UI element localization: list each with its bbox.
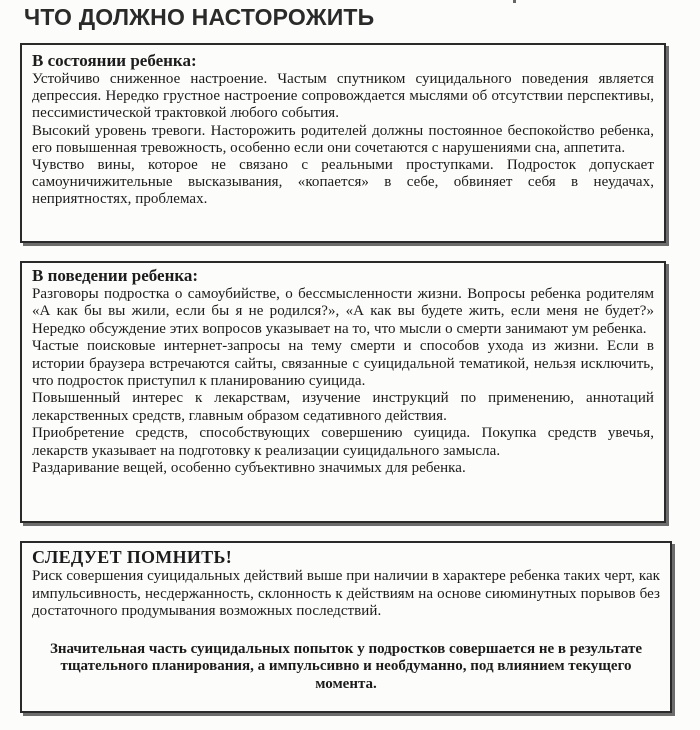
behavior-paragraph-searches: Частые поисковые интернет-запросы на тему смерти и способов ухода из жизни. Если в истории браузера встречаются сайты, связанные с суицидальной тематикой, нельзя исключить, что подросток приступил к планированию суицида.: [32, 338, 654, 390]
state-section-heading: В состоянии ребенка:: [32, 51, 197, 70]
behavior-section-box: [20, 261, 666, 523]
state-paragraph-anxiety: Высокий уровень тревоги. Насторожить родителей должны постоянное беспокойство ребенка, его повышенная тревожность, особенно если они сочетаются с нарушениями сна, аппетита.: [32, 122, 654, 156]
behavior-paragraph-talks: Разговоры подростка о самоубийстве, о бессмысленности жизни. Вопросы ребенка родителям «А как бы вы жили, если бы я не родился?», «А как вы будете жить, если меня не будет?» Нередко обсуждение этих вопросов указывает на то, что мысли о смерти занимают ум ребенка.: [32, 286, 654, 337]
scan-artifact-mark: [513, 0, 516, 3]
remember-section-heading: СЛЕДУЕТ ПОМНИТЬ!: [32, 547, 232, 567]
state-paragraph-guilt: Чувство вины, которое не связано с реальными проступками. Подросток допускает самоуничижительные высказывания, «копается» в себе, обвиняет себя в неудачах, неприятностях, проблемах.: [32, 157, 654, 208]
state-paragraph-mood: Устойчиво сниженное настроение. Частым спутником суицидального поведения является депрессия. Нередко грустное настроение сопровождается мыслями об отсутствии перспективы, пессимистической трактовкой любого события.: [32, 71, 654, 122]
behavior-paragraph-medicines: Повышенный интерес к лекарствам, изучение инструкций по применению, аннотаций лекарственных средств, главным образом седативного действия.: [32, 390, 654, 424]
behavior-paragraph-acquisition: Приобретение средств, способствующих совершению суицида. Покупка средств увечья, лекарств указывает на подготовку к реализации суицидального замысла.: [32, 425, 654, 459]
page-title: ЧТО ДОЛЖНО НАСТОРОЖИТЬ: [24, 4, 375, 30]
remember-paragraph: Риск совершения суицидальных действий выше при наличии в характере ребенка таких черт, как импульсивность, несдержанность, склонность к действиям на основе сиюминутных порывов без достаточного продумывания возможных последствий.: [32, 568, 660, 619]
behavior-paragraph-giveaway: Раздаривание вещей, особенно субъективно значимых для ребенка.: [32, 460, 466, 477]
remember-emphasis-note: Значительная часть суицидальных попыток у подростков совершается не в результате тщательного планирования, а импульсивно и необдуманно, под влиянием текущего момента.: [49, 640, 643, 692]
state-section-box: [20, 43, 666, 243]
behavior-section-heading: В поведении ребенка:: [32, 266, 199, 285]
remember-section-box: [20, 541, 672, 713]
